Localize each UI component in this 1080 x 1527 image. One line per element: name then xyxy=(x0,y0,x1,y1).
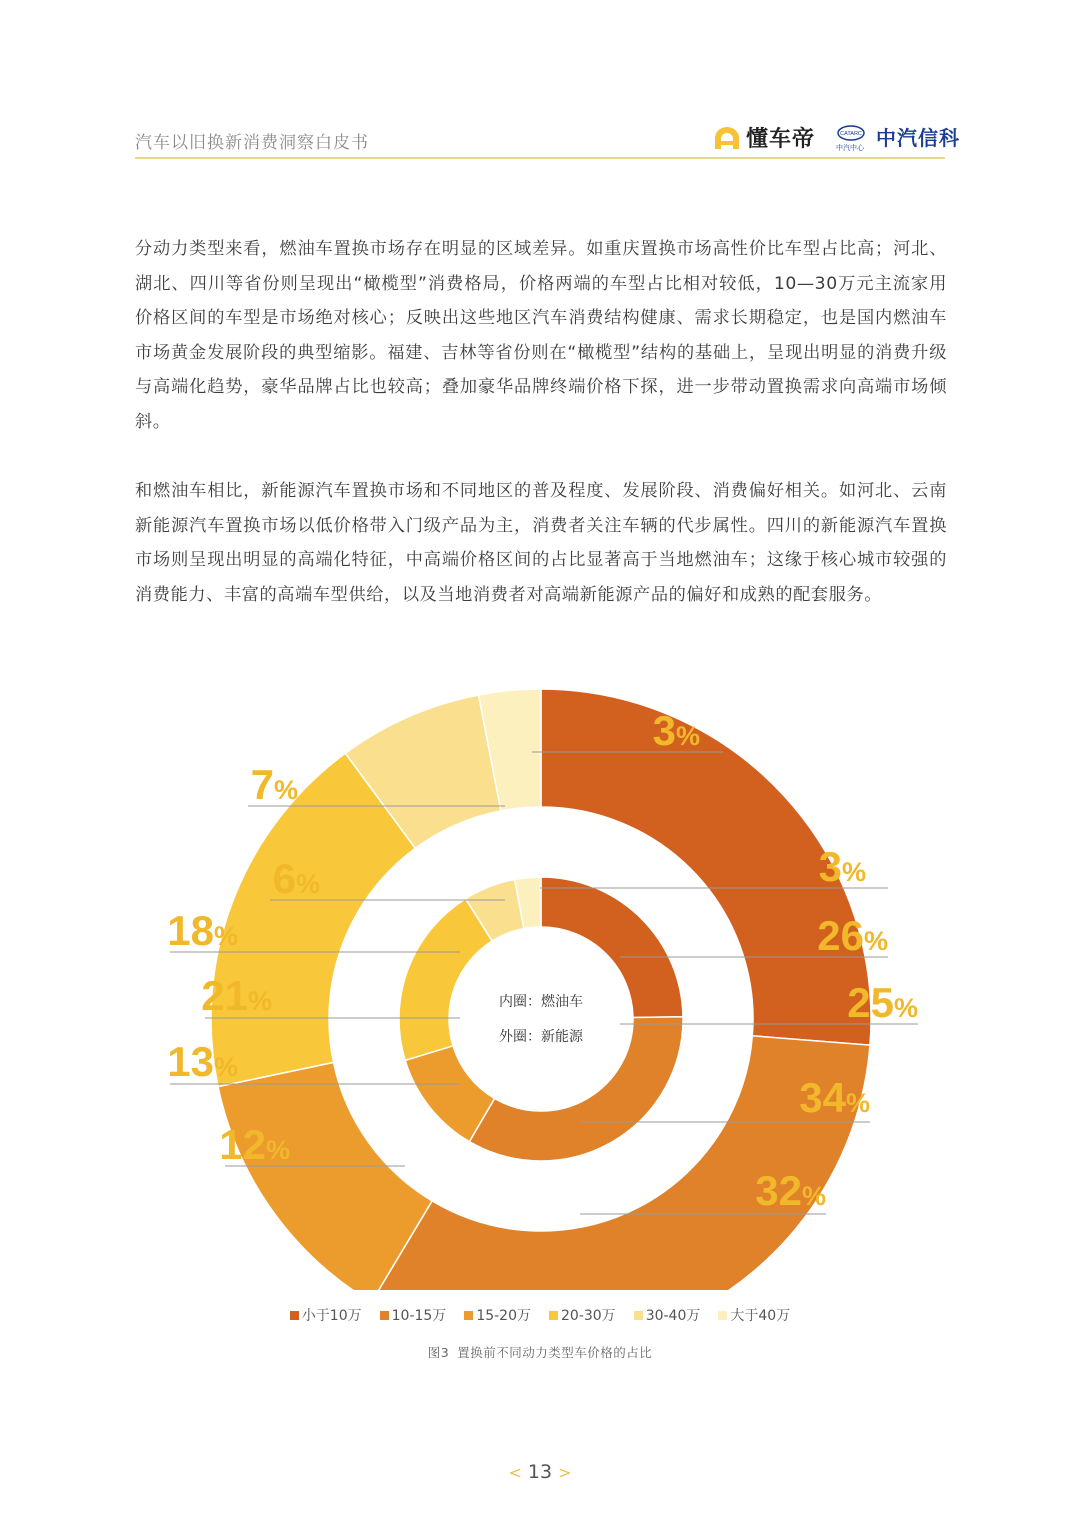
legend-item-over-40w xyxy=(718,1305,790,1325)
legend-swatch xyxy=(718,1311,727,1320)
legend-swatch xyxy=(634,1311,643,1320)
legend-item-under-10w xyxy=(290,1305,362,1325)
legend-swatch xyxy=(380,1311,389,1320)
chart-legend xyxy=(0,1305,1080,1325)
inner-ring-fuel xyxy=(399,877,683,1161)
next-page-icon: > xyxy=(558,1463,572,1482)
legend-item-10-15w xyxy=(380,1305,447,1325)
inner-ring-slice-3 xyxy=(399,899,492,1061)
catarc-sub-text: 中汽中心 xyxy=(836,143,864,152)
legend-label: 15-20万 xyxy=(476,1308,531,1324)
legend-label: 10-15万 xyxy=(391,1308,447,1324)
center-label-outer: 外圈：新能源 xyxy=(499,1029,583,1045)
body-paragraph-2: 和燃油车相比，新能源汽车置换市场和不同地区的普及程度、发展阶段、消费偏好相关。如河北、云南新能源汽车置换市场以低价格带入门级产品为主，消费者关注车辆的代步属性。四川的新能源汽车置换市场则呈现出明显的高端化特征，中高端价格区间的占比显著高于当地燃油车；这缘于核心城市较强的消费能力、丰富的高端车型供给，以及当地消费者对高端新能源产品的偏好和成熟的配套服务。 xyxy=(135,481,947,605)
legend-swatch xyxy=(549,1311,558,1320)
percent-label-outer-0: 26% xyxy=(817,912,888,959)
prev-page-icon: < xyxy=(508,1463,522,1482)
legend-swatch xyxy=(290,1311,299,1320)
dongchedi-logo-text: 懂车帝 xyxy=(746,127,816,152)
legend-label: 大于40万 xyxy=(730,1308,791,1324)
percent-label-inner-1: 34% xyxy=(799,1074,870,1121)
body-paragraph-1: 分动力类型来看，燃油车置换市场存在明显的区域差异。如重庆置换市场高性价比车型占比高；河北、湖北、四川等省份则呈现出“橄榄型”消费格局，价格两端的车型占比相对较低，10—30万元主流家用价格区间的车型是市场绝对核心；反映出这些地区汽车消费结构健康、需求长期稳定，也是国内燃油车市场黄金发展阶段的典型缩影。福建、吉林等省份则在“橄榄型”结构的基础上，呈现出明显的消费升级与高端化趋势，豪华品牌占比也较高；叠加豪华品牌终端价格下探，进一步带动置换需求向高端市场倾斜。 xyxy=(135,239,947,432)
percent-label-outer-4: 7% xyxy=(250,761,298,808)
percent-label-inner-2: 12% xyxy=(219,1121,290,1168)
header-divider xyxy=(135,157,945,159)
percent-label-inner-0: 25% xyxy=(847,979,918,1026)
legend-item-30-40w xyxy=(634,1305,701,1325)
figure-number: 图3 xyxy=(427,1345,450,1360)
catarc-badge-text: CATARC xyxy=(840,130,862,137)
percent-label-outer-3: 18% xyxy=(167,907,238,954)
document-title: 汽车以旧换新消费洞察白皮书 xyxy=(135,133,369,153)
legend-label: 小于10万 xyxy=(301,1308,362,1324)
percent-label-outer-1: 32% xyxy=(755,1167,826,1214)
figure-caption-text: 置换前不同动力类型车价格的占比 xyxy=(457,1345,653,1360)
figure-caption xyxy=(0,1343,1080,1361)
dongchedi-logo xyxy=(712,122,815,153)
center-label-inner: 内圈：燃油车 xyxy=(499,994,583,1010)
legend-label: 30-40万 xyxy=(645,1308,701,1324)
outer-ring-slice-2 xyxy=(218,1062,432,1290)
percent-label-outer-2: 13% xyxy=(167,1038,238,1085)
zhongqi-xinke-logo-text: 中汽信科 xyxy=(876,126,960,150)
page-footer xyxy=(0,1461,1080,1483)
percent-label-outer-5: 3% xyxy=(652,707,700,754)
legend-item-20-30w xyxy=(549,1305,616,1325)
legend-label: 20-30万 xyxy=(561,1308,616,1324)
double-donut-chart xyxy=(0,680,1080,1290)
percent-label-inner-5: 3% xyxy=(818,843,866,890)
percent-label-inner-3: 21% xyxy=(201,972,272,1019)
zhongqi-xinke-logo xyxy=(836,122,960,151)
legend-item-15-20w xyxy=(464,1305,531,1325)
legend-swatch xyxy=(464,1311,473,1320)
dongchedi-mark-icon xyxy=(712,125,742,151)
page-number: 13 xyxy=(527,1461,553,1483)
percent-label-inner-4: 6% xyxy=(272,855,320,902)
